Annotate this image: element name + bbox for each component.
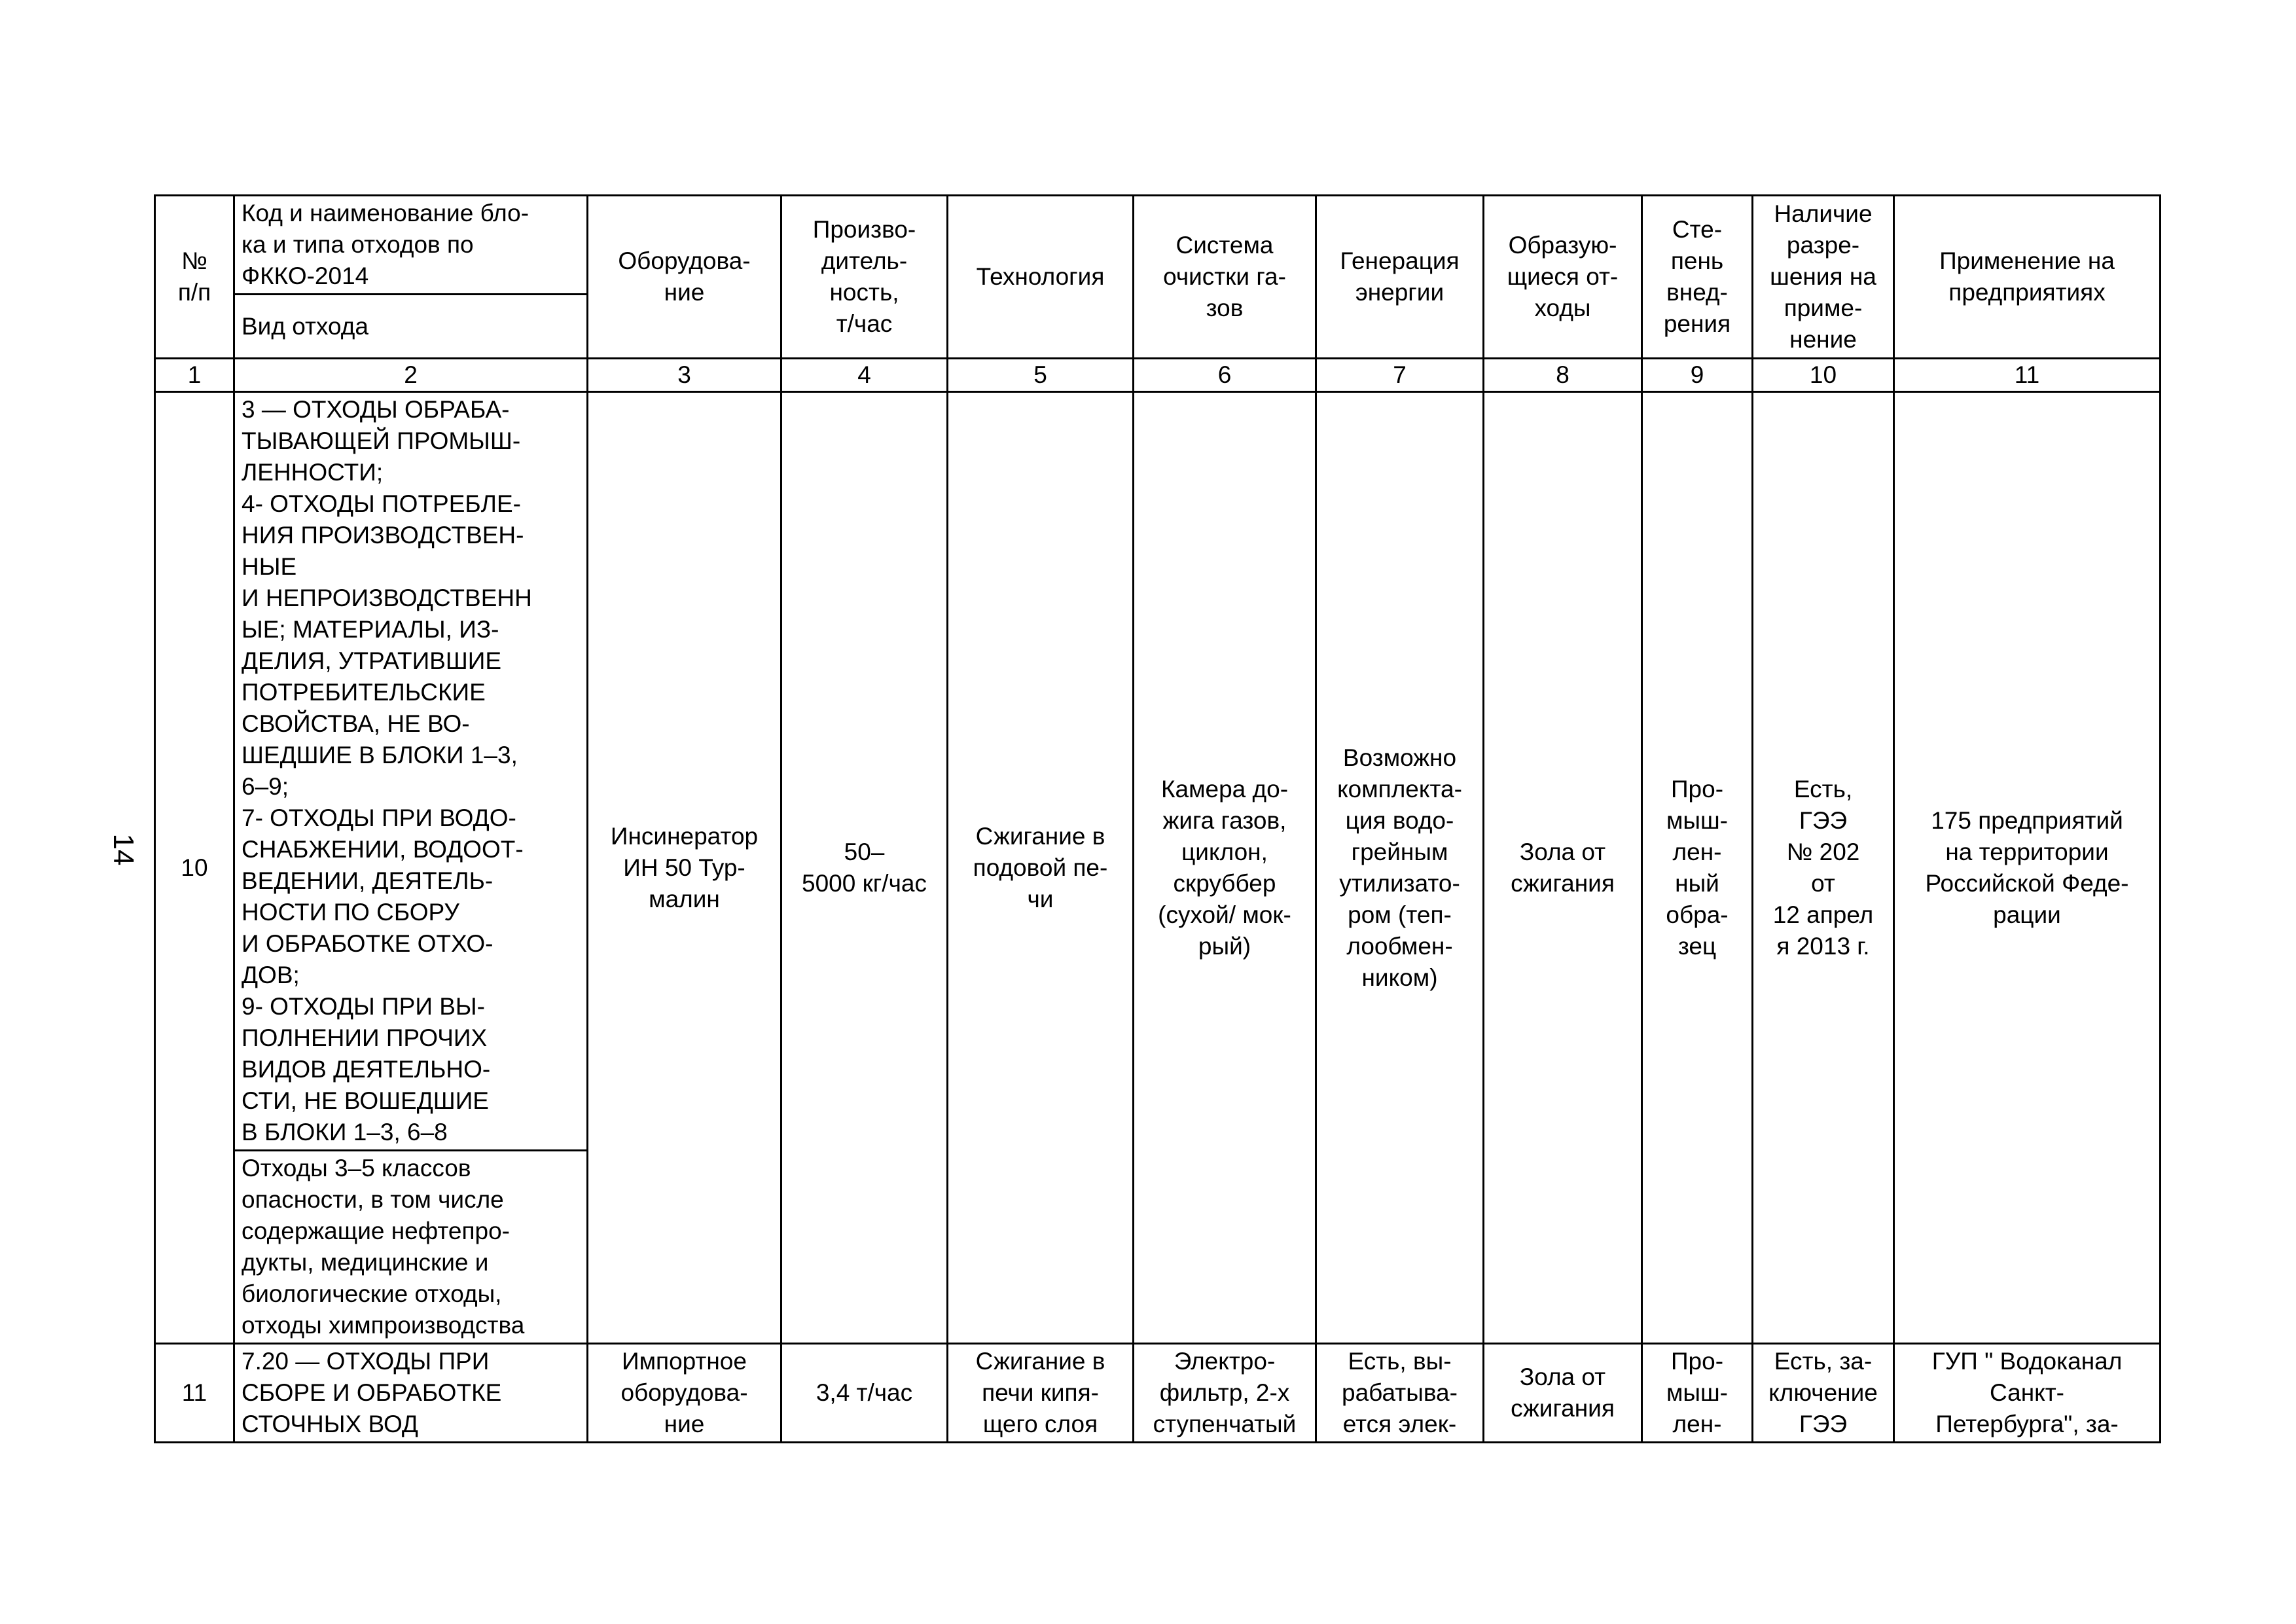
row-number: 11 <box>155 1344 234 1443</box>
waste-code-name: 3 — ОТХОДЫ ОБРАБА- ТЫВАЮЩЕЙ ПРОМЫШ- ЛЕННОСТИ; 4- ОТХОДЫ ПОТРЕБЛЕ- НИЯ ПРОИЗВОДСТВЕН- НЫЕ И НЕПРОИЗВОДСТВЕНН ЫЕ; МАТЕРИАЛЫ, ИЗ- ДЕЛИЯ, УТРАТИВШИЕ ПОТРЕБИТЕЛЬСКИЕ СВОЙСТВА, НЕ ВО- ШЕДШИЕ В БЛОКИ 1–3, 6–9; 7- ОТХОДЫ ПРИ ВОДО- СНАБЖЕНИИ, ВОДООТ- ВЕДЕНИИ, ДЕЯТЕЛЬ- НОСТИ ПО СБОРУ И ОБРАБОТКЕ ОТХО- ДОВ; 9- ОТХОДЫ ПРИ ВЫ- ПОЛНЕНИИ ПРОЧИХ ВИДОВ ДЕЯТЕЛЬНО- СТИ, НЕ ВОШЕДШИЕ В БЛОКИ 1–3, 6–8 <box>234 392 588 1151</box>
header-capacity: Произво- дитель- ность, т/час <box>781 196 948 359</box>
permit-cell: Есть, за- ключение ГЭЭ <box>1753 1344 1894 1443</box>
column-number: 7 <box>1316 359 1484 392</box>
column-number: 6 <box>1134 359 1316 392</box>
capacity-cell: 3,4 т/час <box>781 1344 948 1443</box>
gas-cleaning-cell: Электро- фильтр, 2-х ступенчатый <box>1134 1344 1316 1443</box>
header-usage: Применение на предприятиях <box>1894 196 2161 359</box>
implementation-cell: Про- мыш- лен- ный обра- зец <box>1642 392 1753 1344</box>
header-waste-type: Вид отхода <box>234 295 588 359</box>
column-number: 10 <box>1753 359 1894 392</box>
table-row <box>155 392 2161 1151</box>
header-waste-formed: Образую- щиеся от- ходы <box>1484 196 1642 359</box>
technology-cell: Сжигание в печи кипя- щего слоя <box>948 1344 1134 1443</box>
column-number: 5 <box>948 359 1134 392</box>
usage-cell: 175 предприятий на территории Российской Феде- рации <box>1894 392 2161 1344</box>
column-number: 2 <box>234 359 588 392</box>
header-implementation: Сте- пень внед- рения <box>1642 196 1753 359</box>
header-row <box>155 196 2161 295</box>
waste-formed-cell: Зола от сжигания <box>1484 392 1642 1344</box>
column-number: 9 <box>1642 359 1753 392</box>
header-num: № п/п <box>155 196 234 359</box>
waste-technology-table <box>154 194 2161 1443</box>
column-number: 3 <box>588 359 781 392</box>
usage-cell: ГУП " Водоканал Санкт- Петербурга", за- <box>1894 1344 2161 1443</box>
implementation-cell: Про- мыш- лен- <box>1642 1344 1753 1443</box>
permit-cell: Есть, ГЭЭ № 202 от 12 апрел я 2013 г. <box>1753 392 1894 1344</box>
column-number: 11 <box>1894 359 2161 392</box>
header-equipment: Оборудова- ние <box>588 196 781 359</box>
header-energy: Генерация энергии <box>1316 196 1484 359</box>
waste-type-cell: Отходы 3–5 классов опасности, в том числе содержащие нефтепро- дукты, медицинские и биологические отходы, отходы химпроизводства <box>234 1151 588 1344</box>
column-number: 8 <box>1484 359 1642 392</box>
capacity-cell: 50– 5000 кг/час <box>781 392 948 1344</box>
row-number: 10 <box>155 392 234 1344</box>
header-technology: Технология <box>948 196 1134 359</box>
equipment-cell: Инсинератор ИН 50 Тур- малин <box>588 392 781 1344</box>
waste-formed-cell: Зола от сжигания <box>1484 1344 1642 1443</box>
column-number-row <box>155 359 2161 392</box>
page-number: 14 <box>107 833 139 866</box>
header-code-name: Код и наименование бло- ка и типа отходов по ФККО-2014 <box>234 196 588 295</box>
equipment-cell: Импортное оборудова- ние <box>588 1344 781 1443</box>
column-number: 4 <box>781 359 948 392</box>
gas-cleaning-cell: Камера до- жига газов, циклон, скруббер (сухой/ мок- рый) <box>1134 392 1316 1344</box>
header-permit: Наличие разре- шения на приме- нение <box>1753 196 1894 359</box>
energy-cell: Возможно комплекта- ция водо- грейным утилизато- ром (теп- лообмен- ником) <box>1316 392 1484 1344</box>
energy-cell: Есть, вы- рабатыва- ется элек- <box>1316 1344 1484 1443</box>
waste-code-name: 7.20 — ОТХОДЫ ПРИ СБОРЕ И ОБРАБОТКЕ СТОЧНЫХ ВОД <box>234 1344 588 1443</box>
table-row <box>155 1344 2161 1443</box>
header-gas-cleaning: Система очистки га- зов <box>1134 196 1316 359</box>
technology-cell: Сжигание в подовой пе- чи <box>948 392 1134 1344</box>
column-number: 1 <box>155 359 234 392</box>
waste-technology-table-wrapper <box>154 194 2161 1443</box>
